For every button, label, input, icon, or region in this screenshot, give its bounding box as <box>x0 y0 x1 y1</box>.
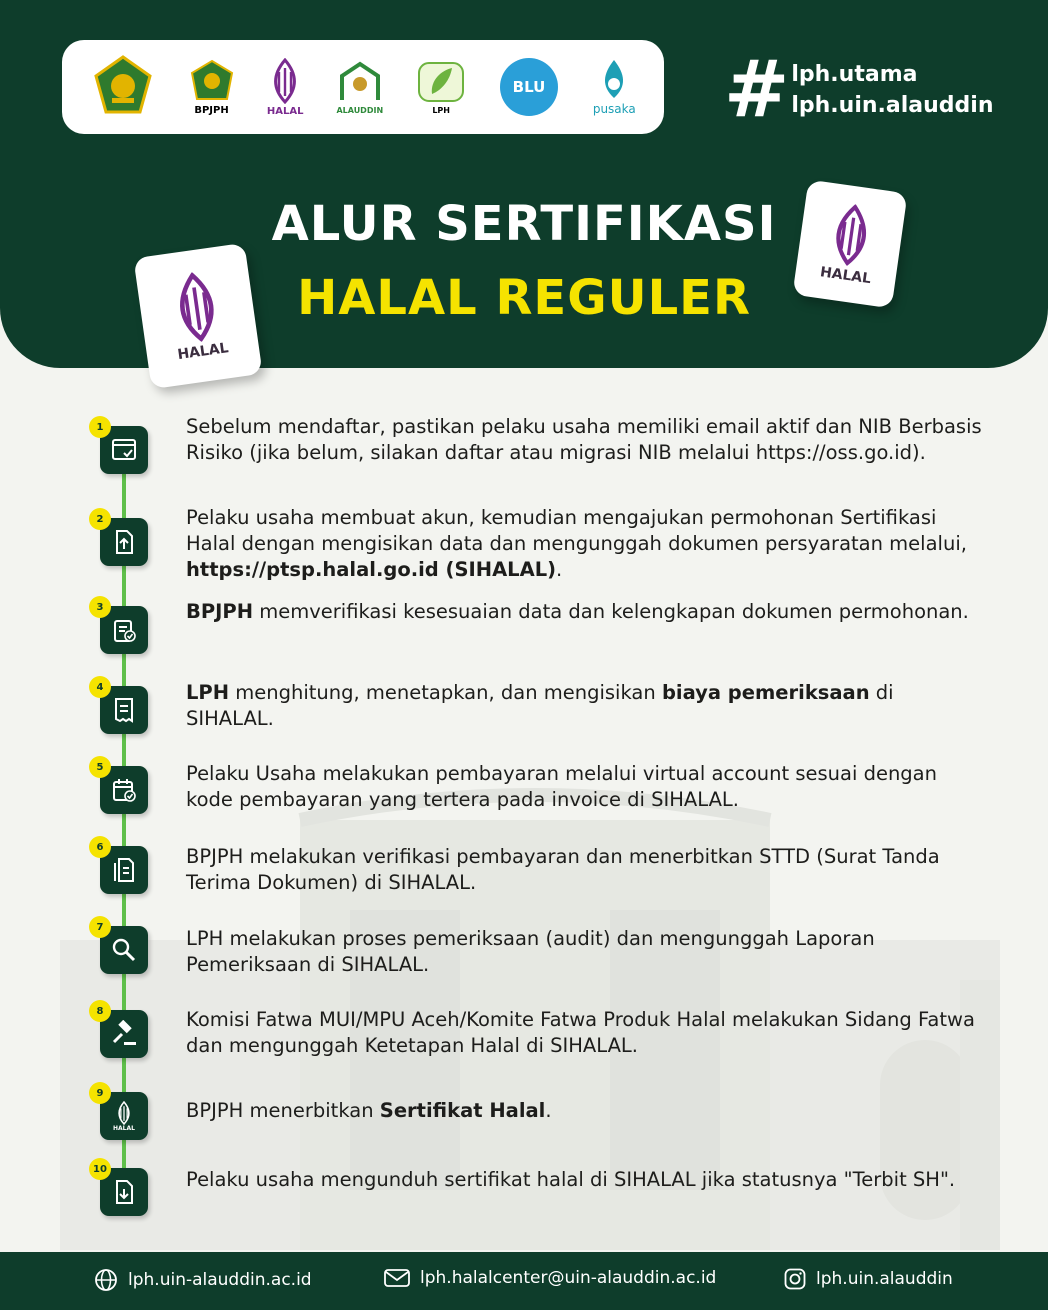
step-text-segment: . <box>545 1099 552 1122</box>
gavel-icon <box>110 1020 138 1048</box>
hashtags <box>724 45 994 135</box>
step-number: 9 <box>89 1082 111 1104</box>
hashtag-icon: # <box>724 45 790 135</box>
step-9-icon-caption: HALAL <box>113 1124 135 1132</box>
halal-logo-icon <box>165 269 228 346</box>
page-title-line2: HALAL REGULER <box>297 270 751 326</box>
step-text-segment: Pelaku usaha membuat akun, kemudian mengajukan permohonan Sertifikasi Halal dengan mengisikan data dan mengunggah dokumen persyaratan melalui, <box>186 506 967 555</box>
step-text-segment: BPJPH menerbitkan <box>186 1099 380 1122</box>
step-number: 7 <box>89 916 111 938</box>
step-text-bold: Sertifikat Halal <box>379 1099 546 1122</box>
footer <box>0 1252 1048 1310</box>
footer-website[interactable] <box>94 1268 312 1292</box>
svg-text:BLU: BLU <box>513 78 546 96</box>
halal-logo-icon <box>115 1101 133 1125</box>
hashtag-1[interactable]: lph.utama <box>791 62 918 87</box>
step-number: 8 <box>89 1000 111 1022</box>
calendar-check-icon <box>111 777 137 803</box>
kemenag-logo-icon <box>90 47 156 127</box>
step-text-bold: BPJPH <box>186 600 254 623</box>
halal-badge-tile: HALAL <box>133 243 262 389</box>
mail-icon <box>384 1268 410 1288</box>
step-7-text <box>186 926 986 978</box>
footer-email-text: lph.halalcenter@uin-alauddin.ac.id <box>420 1268 717 1288</box>
upload-file-icon <box>111 529 137 555</box>
magnifier-icon <box>111 937 137 963</box>
download-file-icon <box>111 1179 137 1205</box>
step-6-text <box>186 844 986 896</box>
browser-check-icon <box>111 437 137 463</box>
halal-badge-tile: HALAL <box>792 180 907 309</box>
step-10-text <box>186 1167 986 1193</box>
step-text-segment: memverifikasi kesesuaian data dan kelengkapan dokumen permohonan. <box>253 600 969 623</box>
blu-speed-logo-icon <box>498 47 560 127</box>
bpjph-logo-icon: BPJPH <box>189 47 235 127</box>
step-text-segment: menghitung, menetapkan, dan mengisikan <box>229 681 662 704</box>
footer-email[interactable] <box>384 1268 716 1288</box>
pusaka-logo-icon: pusaka <box>593 47 636 127</box>
step-text-segment: di SIHALAL. <box>186 681 894 730</box>
page-title-line1: ALUR SERTIFIKASI <box>271 196 777 252</box>
step-text-bold: https://ptsp.halal.go.id (SIHALAL) <box>186 558 557 581</box>
step-2-text <box>186 505 986 583</box>
step-number: 6 <box>89 836 111 858</box>
step-text-bold: LPH <box>186 681 230 704</box>
step-3-text <box>186 599 986 625</box>
step-text-segment: Komisi Fatwa MUI/MPU Aceh/Komite Fatwa Produk Halal melakukan Sidang Fatwa dan mengunggah Ketetapan Halal di SIHALAL. <box>186 1008 975 1057</box>
step-text-segment: . <box>556 558 563 581</box>
step-number: 5 <box>89 756 111 778</box>
step-4-text <box>186 680 986 732</box>
step-5-text <box>186 761 986 813</box>
globe-icon <box>94 1268 118 1292</box>
alauddin-logo-icon: ALAUDDIN <box>336 47 384 127</box>
lph-logo-icon: LPH <box>416 47 466 127</box>
step-1-text <box>186 414 986 466</box>
step-number: 2 <box>89 508 111 530</box>
step-number: 10 <box>89 1158 111 1180</box>
step-text-bold: biaya pemeriksaan <box>661 681 870 704</box>
footer-instagram-text: lph.uin.alauddin <box>816 1269 953 1289</box>
step-number: 4 <box>89 676 111 698</box>
footer-instagram[interactable] <box>784 1268 953 1290</box>
clipboard-check-icon <box>111 617 137 643</box>
footer-website-text: lph.uin-alauddin.ac.id <box>128 1270 312 1290</box>
halal-indonesia-logo-icon: HALAL <box>267 47 304 127</box>
step-text-segment: Sebelum mendaftar, pastikan pelaku usaha memiliki email aktif dan NIB Berbasis Risiko (jika belum, silakan daftar atau migrasi NIB melalui https://oss.go.id). <box>186 415 982 464</box>
step-number: 3 <box>89 596 111 618</box>
hashtag-2[interactable]: lph.uin.alauddin <box>791 93 994 118</box>
step-8-text <box>186 1007 986 1059</box>
step-9-text <box>186 1098 986 1124</box>
step-text-segment: LPH melakukan proses pemeriksaan (audit) dan mengunggah Laporan Pemeriksaan di SIHALAL. <box>186 927 875 976</box>
partner-logo-bar <box>62 40 664 134</box>
step-number: 1 <box>89 416 111 438</box>
instagram-icon <box>784 1268 806 1290</box>
halal-logo-icon <box>823 201 879 269</box>
receipt-icon <box>111 697 137 723</box>
step-text-segment: BPJPH melakukan verifikasi pembayaran dan menerbitkan STTD (Surat Tanda Terima Dokumen) di SIHALAL. <box>186 845 940 894</box>
step-text-segment: Pelaku Usaha melakukan pembayaran melalui virtual account sesuai dengan kode pembayaran yang tertera pada invoice di SIHALAL. <box>186 762 937 811</box>
documents-icon <box>111 857 137 883</box>
step-text-segment: Pelaku usaha mengunduh sertifikat halal di SIHALAL jika statusnya "Terbit SH". <box>186 1168 956 1191</box>
